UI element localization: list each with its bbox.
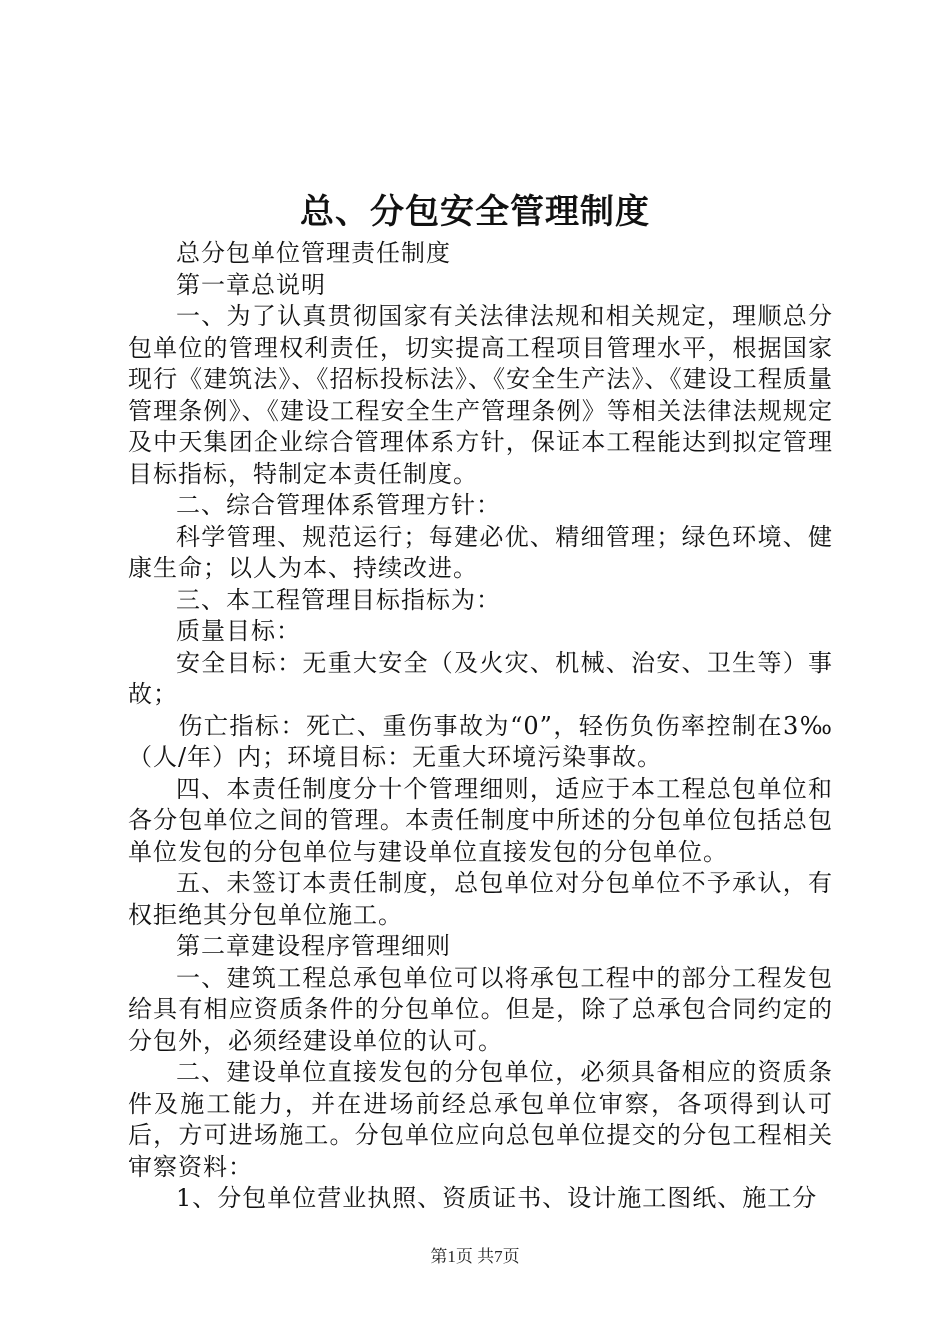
paragraph: 1、分包单位营业执照、资质证书、设计施工图纸、施工分: [176, 1184, 818, 1212]
paragraph: 一、为了认真贯彻国家有关法律法规和相关规定，理顺总分包单位的管理权利责任，切实提高工程项目管理水平，根据国家现行《建筑法》、《招标投标法》、《安全生产法》、《建设工程质量管理条例》、《建设工程安全生产管理条例》等相关法律法规规定及中天集团企业综合管理体系方针，保证本工程能达到拟定管理目标指标，特制定本责任制度。: [128, 302, 833, 488]
paragraph: 科学管理、规范运行；每建必优、精细管理；绿色环境、健康生命；以人为本、持续改进。: [128, 522, 833, 582]
document-title: 总、分包安全管理制度: [300, 192, 650, 232]
paragraph: 二、建设单位直接发包的分包单位，必须具备相应的资质条件及施工能力，并在进场前经总承包单位审察，各项得到认可后，方可进场施工。分包单位应向总包单位提交的分包工程相关审察资料：: [128, 1058, 833, 1181]
page-number-footer: 第1页 共7页: [430, 1247, 520, 1266]
paragraph: 总分包单位管理责任制度: [176, 239, 451, 267]
paragraph: 安全目标：无重大安全（及火灾、机械、治安、卫生等）事故；: [128, 648, 833, 708]
document-body: [128, 238, 833, 1215]
paragraph: 质量目标：: [176, 617, 301, 645]
paragraph: 三、本工程管理目标指标为：: [176, 585, 501, 614]
paragraph: 四、本责任制度分十个管理细则，适应于本工程总包单位和各分包单位之间的管理。本责任制度中所述的分包单位包括总包单位发包的分包单位与建设单位直接发包的分包单位。: [128, 774, 833, 866]
chapter-heading: 第二章建设程序管理细则: [176, 932, 451, 960]
paragraph: 五、未签订本责任制度，总包单位对分包单位不予承认，有权拒绝其分包单位施工。: [128, 869, 833, 929]
chapter-heading: 第一章总说明: [176, 270, 326, 299]
paragraph: 二、综合管理体系管理方针：: [176, 491, 501, 519]
paragraph: 一、建筑工程总承包单位可以将承包工程中的部分工程发包给具有相应资质条件的分包单位。但是，除了总承包合同约定的分包外，必须经建设单位的认可。: [128, 963, 833, 1055]
paragraph: 伤亡指标：死亡、重伤事故为“0”，轻伤负伤率控制在3‰（人/年）内；环境目标：无重大环境污染事故。: [128, 711, 833, 771]
